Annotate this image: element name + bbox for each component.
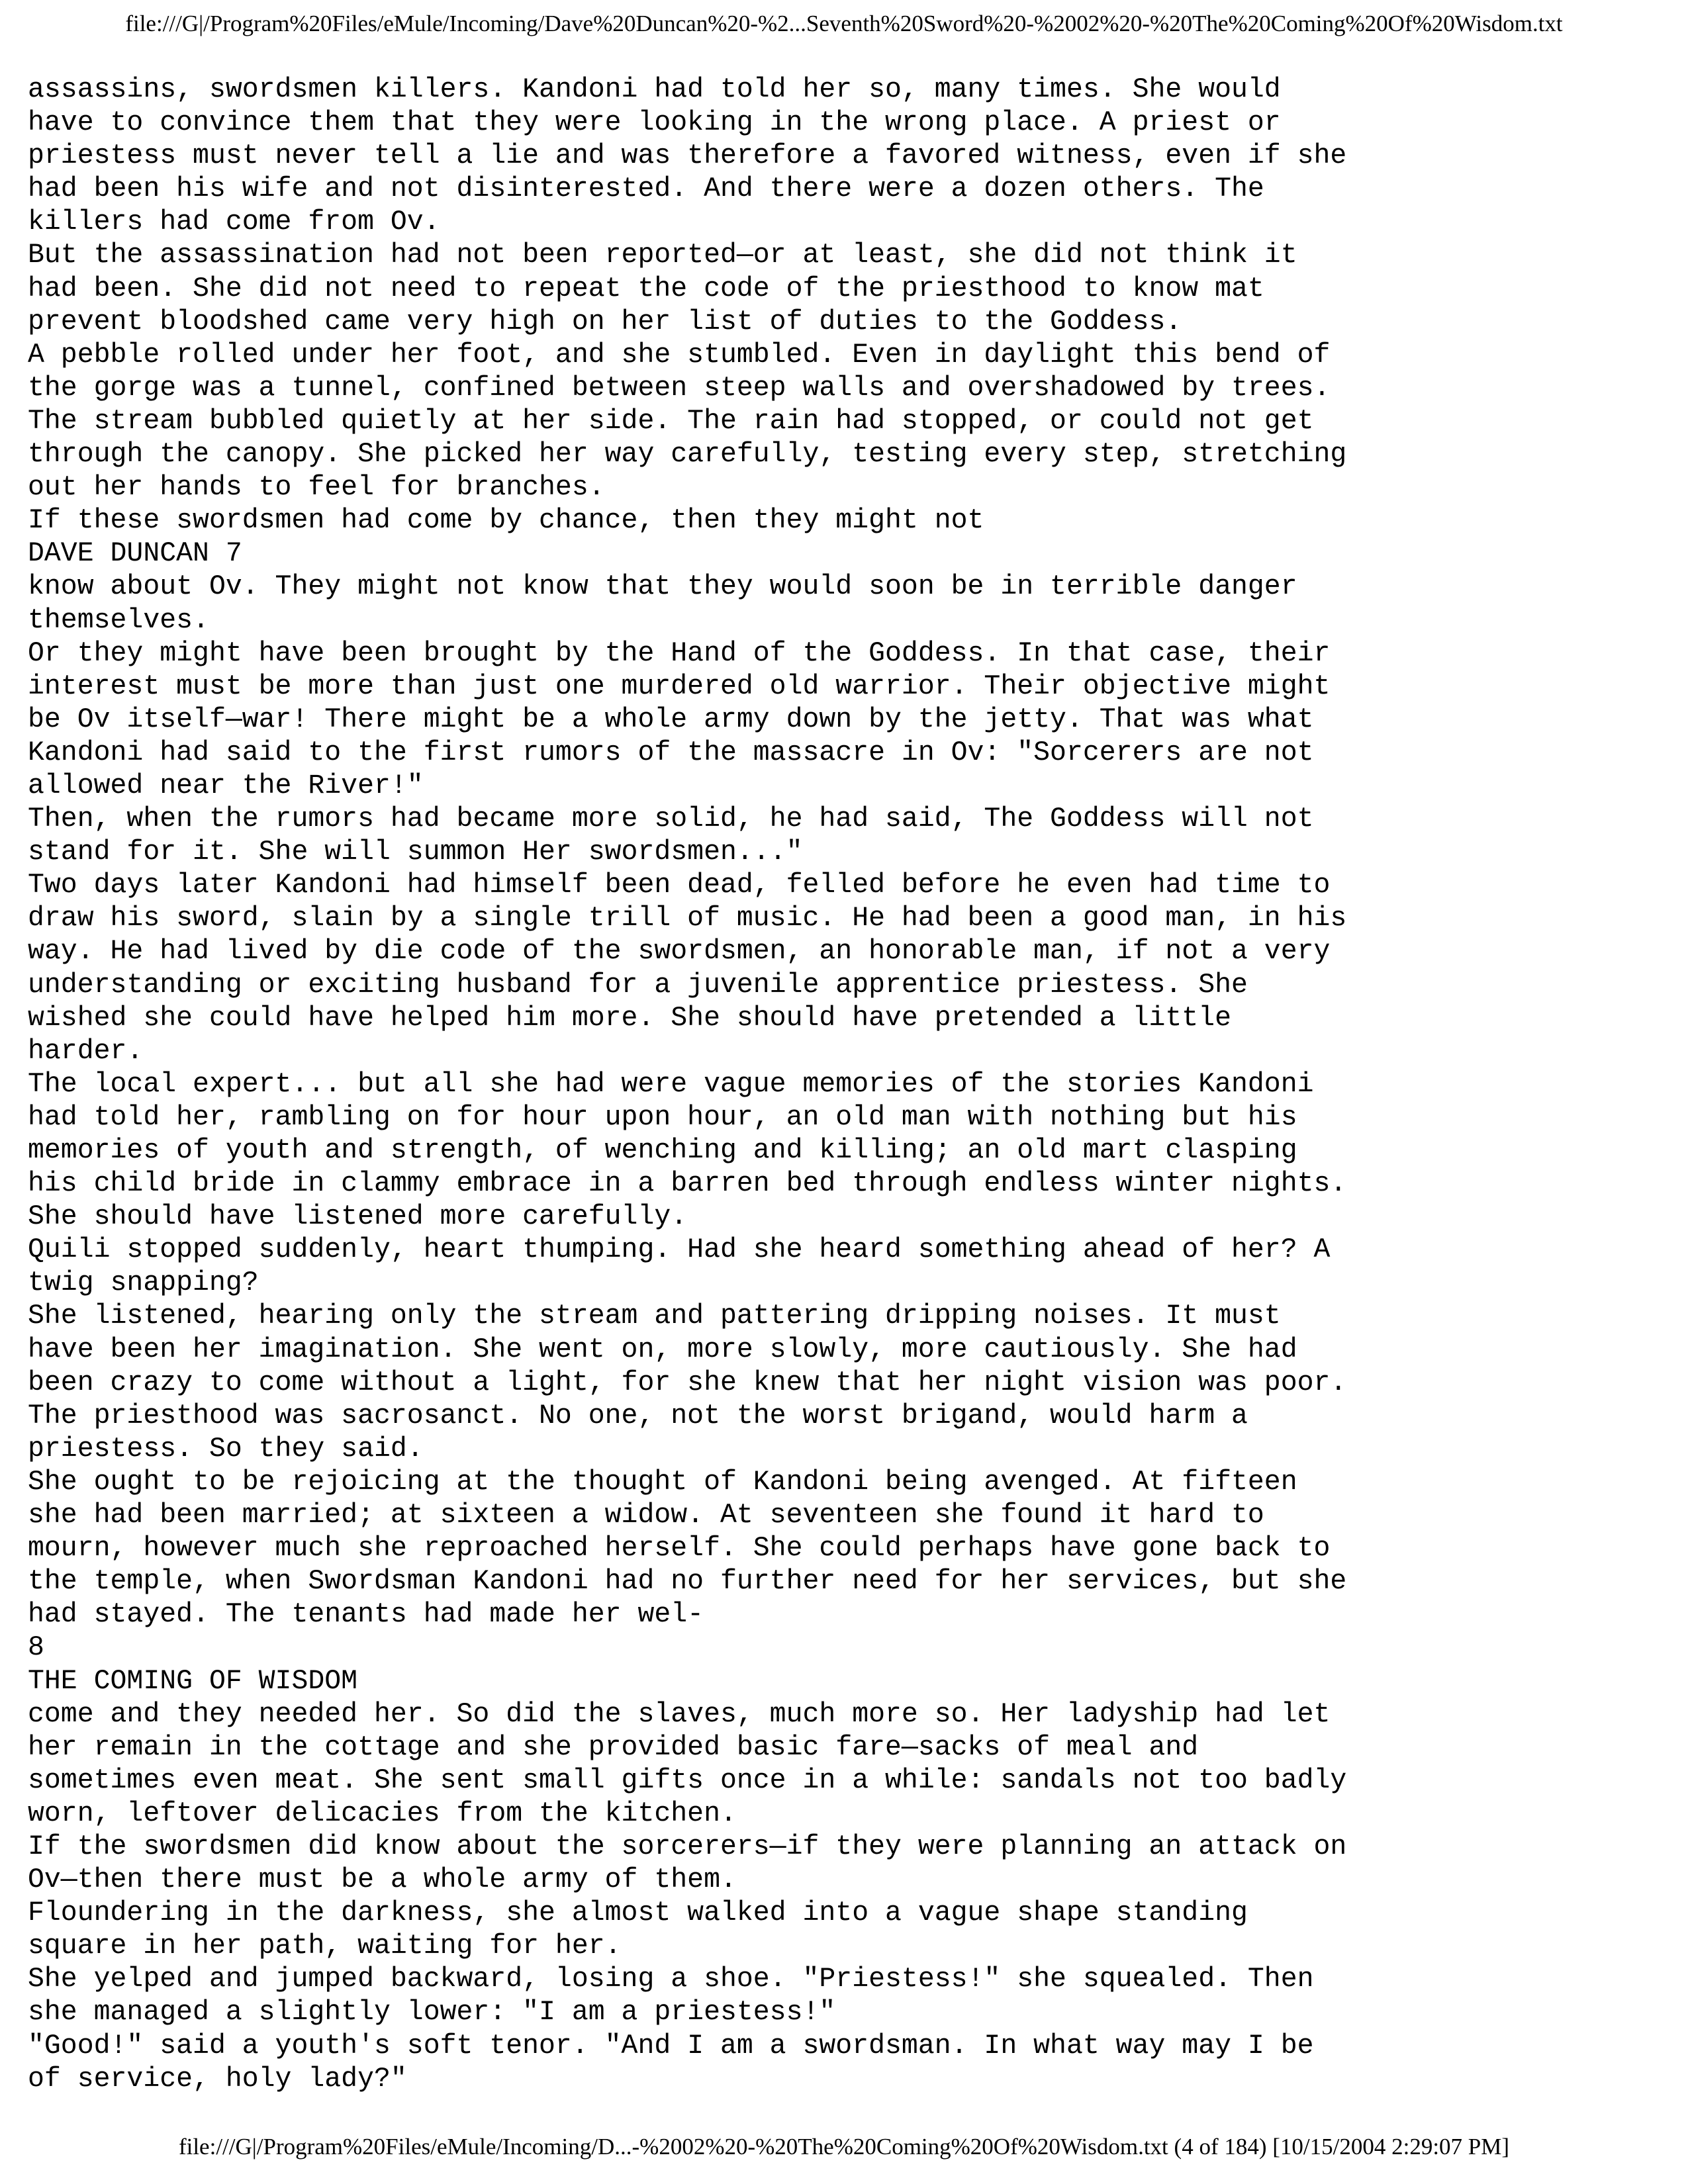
document-text: [28, 73, 1630, 2096]
text-line: Two days later Kandoni had himself been dead, felled before he even had time to: [28, 870, 1331, 901]
text-line: wished she could have helped him more. She should have pretended a little: [28, 1002, 1231, 1034]
text-line: If these swordsmen had come by chance, then they might not: [28, 505, 984, 537]
text-line: themselves.: [28, 604, 209, 636]
text-line: killers had come from Ov.: [28, 206, 440, 238]
text-line: assassins, swordsmen killers. Kandoni had told her so, many times. She would: [28, 74, 1281, 105]
text-line: memories of youth and strength, of wenching and killing; an old mart clasping: [28, 1135, 1297, 1166]
text-line: be Ov itself—war! There might be a whole army down by the jetty. That was what: [28, 704, 1314, 735]
text-line: sometimes even meat. She sent small gifts once in a while: sandals not too badly: [28, 1764, 1347, 1796]
text-line: She listened, hearing only the stream and pattering dripping noises. It must: [28, 1300, 1281, 1332]
text-line: had been. She did not need to repeat the code of the priesthood to know mat: [28, 273, 1264, 304]
text-line: had been his wife and not disinterested. And there were a dozen others. The: [28, 173, 1264, 205]
text-line: way. He had lived by die code of the swordsmen, an honorable man, if not a very: [28, 936, 1331, 968]
text-line: The local expert... but all she had were vague memories of the stories Kandoni: [28, 1068, 1314, 1100]
text-line: But the assassination had not been reported—or at least, she did not think it: [28, 240, 1297, 271]
text-line: had stayed. The tenants had made her wel-: [28, 1599, 704, 1631]
page-header-url: file:///G|/Program%20Files/eMule/Incoming/Dave%20Duncan%20-%2...Seventh%20Sword%20-%2002%20-%20The%20Coming%20Of%20Wisdom.txt: [125, 11, 1563, 36]
text-line: A pebble rolled under her foot, and she stumbled. Even in daylight this bend of: [28, 339, 1331, 371]
text-line: "Good!" said a youth's soft tenor. "And I am a swordsman. In what way may I be: [28, 2030, 1314, 2062]
text-line: The stream bubbled quietly at her side. The rain had stopped, or could not get: [28, 405, 1314, 437]
text-line: out her hands to feel for branches.: [28, 472, 605, 504]
text-line: understanding or exciting husband for a juvenile apprentice priestess. She: [28, 969, 1248, 1001]
text-line: her remain in the cottage and she provided basic fare—sacks of meal and: [28, 1731, 1199, 1763]
text-line: She yelped and jumped backward, losing a shoe. "Priestess!" she squealed. Then: [28, 1964, 1314, 1995]
text-line: She should have listened more carefully.: [28, 1201, 688, 1233]
text-line: of service, holy lady?": [28, 2063, 407, 2095]
text-line: Quili stopped suddenly, heart thumping. Had she heard something ahead of her? A: [28, 1234, 1331, 1266]
text-line: draw his sword, slain by a single trill of music. He had been a good man, in his: [28, 903, 1347, 934]
text-line: the gorge was a tunnel, confined between steep walls and overshadowed by trees.: [28, 372, 1331, 404]
text-line: know about Ov. They might not know that they would soon be in terrible danger: [28, 571, 1297, 603]
text-line: The priesthood was sacrosanct. No one, not the worst brigand, would harm a: [28, 1400, 1248, 1432]
text-line: DAVE DUNCAN 7: [28, 538, 242, 570]
text-line: come and they needed her. So did the slaves, much more so. Her ladyship had let: [28, 1698, 1331, 1730]
text-line: Then, when the rumors had became more solid, he had said, The Goddess will not: [28, 803, 1314, 835]
text-line: had told her, rambling on for hour upon hour, an old man with nothing but his: [28, 1101, 1297, 1133]
text-line: have been her imagination. She went on, more slowly, more cautiously. She had: [28, 1334, 1297, 1365]
text-line: the temple, when Swordsman Kandoni had no further need for her services, but she: [28, 1566, 1347, 1598]
page-footer-url: file:///G|/Program%20Files/eMule/Incoming/D...-%2002%20-%20The%20Coming%20Of%20Wisdom.txt (4 of 184) [10/15/2004 2:29:07 PM]: [178, 2134, 1510, 2160]
text-line: worn, leftover delicacies from the kitchen.: [28, 1797, 737, 1829]
text-line: THE COMING OF WISDOM: [28, 1665, 358, 1697]
text-line: have to convince them that they were looking in the wrong place. A priest or: [28, 107, 1281, 139]
text-line: She ought to be rejoicing at the thought of Kandoni being avenged. At fifteen: [28, 1466, 1297, 1498]
text-line: Floundering in the darkness, she almost walked into a vague shape standing: [28, 1897, 1248, 1929]
text-line: Kandoni had said to the first rumors of the massacre in Ov: "Sorcerers are not: [28, 737, 1314, 768]
text-line: 8: [28, 1632, 44, 1664]
text-line: priestess must never tell a lie and was therefore a favored witness, even if she: [28, 140, 1347, 172]
text-line: she had been married; at sixteen a widow. At seventeen she found it hard to: [28, 1500, 1264, 1531]
text-line: harder.: [28, 1035, 144, 1067]
text-line: interest must be more than just one murdered old warrior. Their objective might: [28, 670, 1331, 702]
text-line: twig snapping?: [28, 1267, 259, 1299]
text-line: Or they might have been brought by the Hand of the Goddess. In that case, their: [28, 637, 1331, 669]
text-line: his child bride in clammy embrace in a barren bed through endless winter nights.: [28, 1168, 1347, 1200]
text-line: mourn, however much she reproached herself. She could perhaps have gone back to: [28, 1533, 1331, 1565]
text-line: square in her path, waiting for her.: [28, 1931, 622, 1962]
text-line: Ov—then there must be a whole army of them.: [28, 1864, 737, 1896]
text-line: through the canopy. She picked her way carefully, testing every step, stretching: [28, 439, 1347, 471]
text-line: she managed a slightly lower: "I am a priestess!": [28, 1997, 836, 2028]
text-line: priestess. So they said.: [28, 1433, 424, 1465]
text-line: stand for it. She will summon Her swordsmen...": [28, 837, 803, 868]
text-line: prevent bloodshed came very high on her list of duties to the Goddess.: [28, 306, 1182, 338]
text-line: been crazy to come without a light, for she knew that her night vision was poor.: [28, 1367, 1347, 1398]
text-line: If the swordsmen did know about the sorcerers—if they were planning an attack on: [28, 1831, 1347, 1862]
text-line: allowed near the River!": [28, 770, 424, 801]
